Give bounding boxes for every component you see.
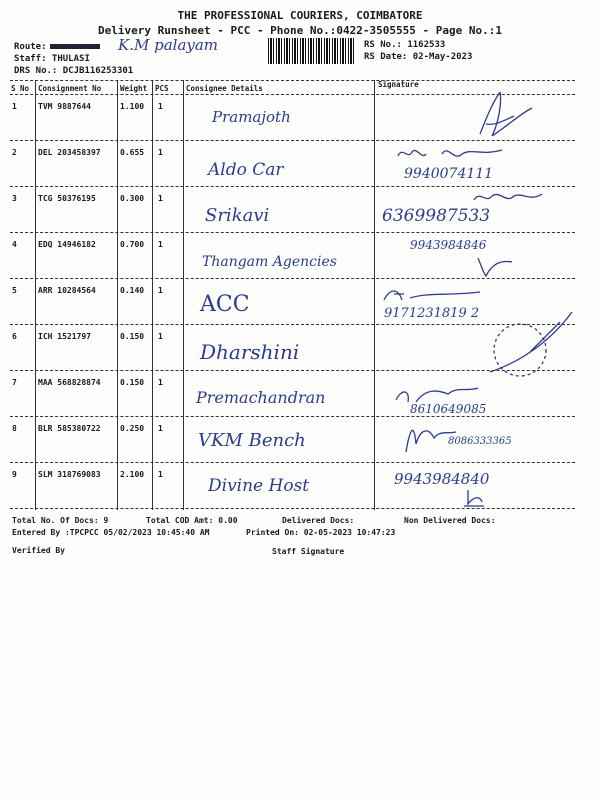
col-header-sno: S No	[11, 84, 30, 93]
col-divider	[183, 80, 184, 510]
row-2-consignment: DEL 203458397	[38, 148, 101, 157]
row-1-weight: 1.100	[120, 102, 145, 111]
row-6-consignee: Dharshini	[200, 340, 300, 364]
route-strikeout	[50, 44, 100, 49]
staff-signature-label: Staff Signature	[272, 547, 345, 556]
verified-by: Verified By	[12, 546, 65, 555]
row-5-phone: 9171231819 2	[384, 306, 480, 321]
route-handwritten: K.M palayam	[118, 36, 219, 54]
signature-row-5	[380, 282, 580, 382]
row-8-phone: 8086333365	[448, 436, 512, 447]
row-6-weight: 0.150	[120, 332, 145, 341]
row-2-pcs: 1	[158, 148, 163, 157]
printed-on: Printed On: 02-05-2023 10:47:23	[246, 528, 396, 537]
row-2-sno: 2	[12, 148, 17, 157]
row-1-consignee: Pramajoth	[212, 108, 291, 126]
row-2-weight: 0.655	[120, 148, 145, 157]
row-5-pcs: 1	[158, 286, 163, 295]
col-divider	[35, 80, 36, 510]
row-7-phone: 8610649085	[410, 402, 487, 416]
row-8-pcs: 1	[158, 424, 163, 433]
row-8-consignee: VKM Bench	[198, 430, 306, 451]
row-2-phone: 9940074111	[404, 166, 494, 182]
row-2-consignee: Aldo Car	[208, 160, 284, 180]
staff-label: Staff: THULASI	[14, 54, 90, 64]
row-7-consignment: MAA 568828874	[38, 378, 101, 387]
row-6-pcs: 1	[158, 332, 163, 341]
row-4-consignee: Thangam Agencies	[202, 254, 337, 270]
row-3-consignment: TCG 50376195	[38, 194, 96, 203]
row-3-phone: 6369987533	[382, 206, 491, 226]
row-5-consignee: ACC	[200, 292, 250, 317]
non-delivered-docs: Non Delivered Docs:	[404, 516, 496, 525]
table-top-rule	[10, 80, 575, 81]
col-divider	[152, 80, 153, 510]
col-divider	[117, 80, 118, 510]
row-7-consignee: Premachandran	[196, 388, 326, 407]
signature-row-1	[440, 84, 540, 140]
row-8-sno: 8	[12, 424, 17, 433]
col-header-consignment: Consignment No	[38, 84, 102, 93]
row-7-weight: 0.150	[120, 378, 145, 387]
drs-number: DRS No.: DCJB116253301	[14, 66, 134, 76]
row-1-pcs: 1	[158, 102, 163, 111]
document-title: THE PROFESSIONAL COURIERS, COIMBATORE	[177, 9, 423, 22]
signature-row-8	[400, 418, 460, 458]
rs-date: RS Date: 02-May-2023	[364, 52, 473, 62]
row-6-sno: 6	[12, 332, 17, 341]
row-4-weight: 0.700	[120, 240, 145, 249]
row-9-sno: 9	[12, 470, 17, 479]
route-label: Route:	[14, 42, 47, 52]
row-9-consignee: Divine Host	[208, 476, 310, 496]
col-header-signature: Signature	[378, 80, 419, 89]
row-4-consignment: EDQ 14946182	[38, 240, 96, 249]
row-1-sno: 1	[12, 102, 17, 111]
row-3-weight: 0.300	[120, 194, 145, 203]
row-5-sno: 5	[12, 286, 17, 295]
row-3-pcs: 1	[158, 194, 163, 203]
barcode	[268, 38, 356, 64]
row-9-phone: 9943984840	[394, 470, 490, 488]
col-header-pcs: PCS	[155, 84, 169, 93]
row-5-consignment: ARR 10284564	[38, 286, 96, 295]
row-1-consignment: TVM 9887644	[38, 102, 91, 111]
rs-number: RS No.: 1162533	[364, 40, 446, 50]
row-4-phone: 9943984846	[410, 238, 487, 252]
row-8-weight: 0.250	[120, 424, 145, 433]
delivered-docs: Delivered Docs:	[282, 516, 355, 525]
row-9-pcs: 1	[158, 470, 163, 479]
row-9-weight: 2.100	[120, 470, 145, 479]
row-5-weight: 0.140	[120, 286, 145, 295]
row-9-consignment: SLM 318769083	[38, 470, 101, 479]
col-header-consignee: Consignee Details	[186, 84, 263, 93]
row-3-consignee: Srikavi	[205, 205, 270, 226]
row-6-consignment: ICH 1521797	[38, 332, 91, 341]
signature-row-7	[392, 378, 512, 414]
total-cod: Total COD Amt: 0.00	[146, 516, 238, 525]
entered-by: Entered By :TPCPCC 05/02/2023 10:45:40 AM	[12, 528, 210, 537]
signature-row-9	[460, 486, 490, 508]
signature-row-3	[470, 186, 550, 208]
signature-row-4	[472, 254, 532, 278]
row-4-pcs: 1	[158, 240, 163, 249]
row-7-pcs: 1	[158, 378, 163, 387]
col-divider	[374, 80, 375, 510]
row-4-sno: 4	[12, 240, 17, 249]
row-3-sno: 3	[12, 194, 17, 203]
total-docs: Total No. Of Docs: 9	[12, 516, 109, 525]
document-subtitle: Delivery Runsheet - PCC - Phone No.:0422-3505555 - Page No.:1	[98, 24, 502, 37]
signature-row-2	[392, 140, 512, 168]
col-header-weight: Weight	[120, 84, 148, 93]
row-8-consignment: BLR 585380722	[38, 424, 101, 433]
row-7-sno: 7	[12, 378, 17, 387]
